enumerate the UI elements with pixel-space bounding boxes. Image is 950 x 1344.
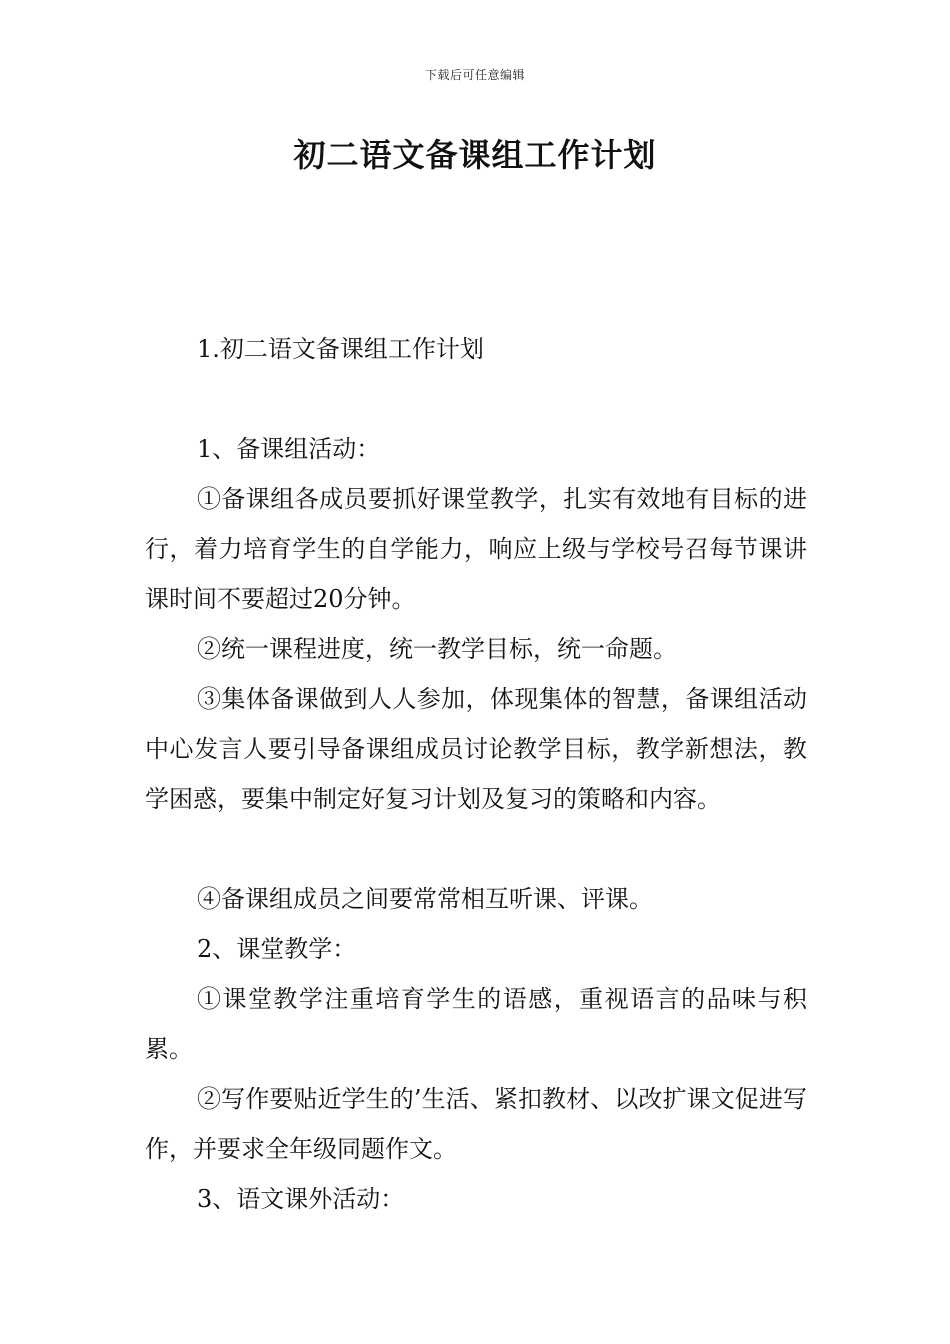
section-heading-3: 3、语文课外活动： <box>197 1185 405 1213</box>
section-heading-2: 2、课堂教学： <box>197 935 357 963</box>
header-note: 下载后可任意编辑 <box>424 68 525 82</box>
subtitle: 1.初二语文备课组工作计划 <box>197 335 484 363</box>
section-1-item-1: ①备课组各成员要抓好课堂教学，扎实有效地有目标的进行，着力培育学生的自学能力，响应上级与学校号召每节课讲课时间不要超过20分钟。 <box>145 485 807 613</box>
section-1-item-2: ②统一课程进度，统一教学目标，统一命题。 <box>197 635 677 663</box>
section-1-item-4: ④备课组成员之间要常常相互听课、评课。 <box>197 885 653 913</box>
section-2-item-1: ①课堂教学注重培育学生的语感，重视语言的品味与积累。 <box>145 985 807 1063</box>
document-title: 初二语文备课组工作计划 <box>293 136 657 174</box>
section-2-item-2: ②写作要贴近学生的’生活、紧扣教材、以改扩课文促进写作，并要求全年级同题作文。 <box>145 1085 807 1163</box>
section-heading-1: 1、备课组活动： <box>197 435 381 463</box>
section-1-item-3: ③集体备课做到人人参加，体现集体的智慧，备课组活动中心发言人要引导备课组成员讨论教学目标，教学新想法，教学困惑，要集中制定好复习计划及复习的策略和内容。 <box>145 685 807 813</box>
